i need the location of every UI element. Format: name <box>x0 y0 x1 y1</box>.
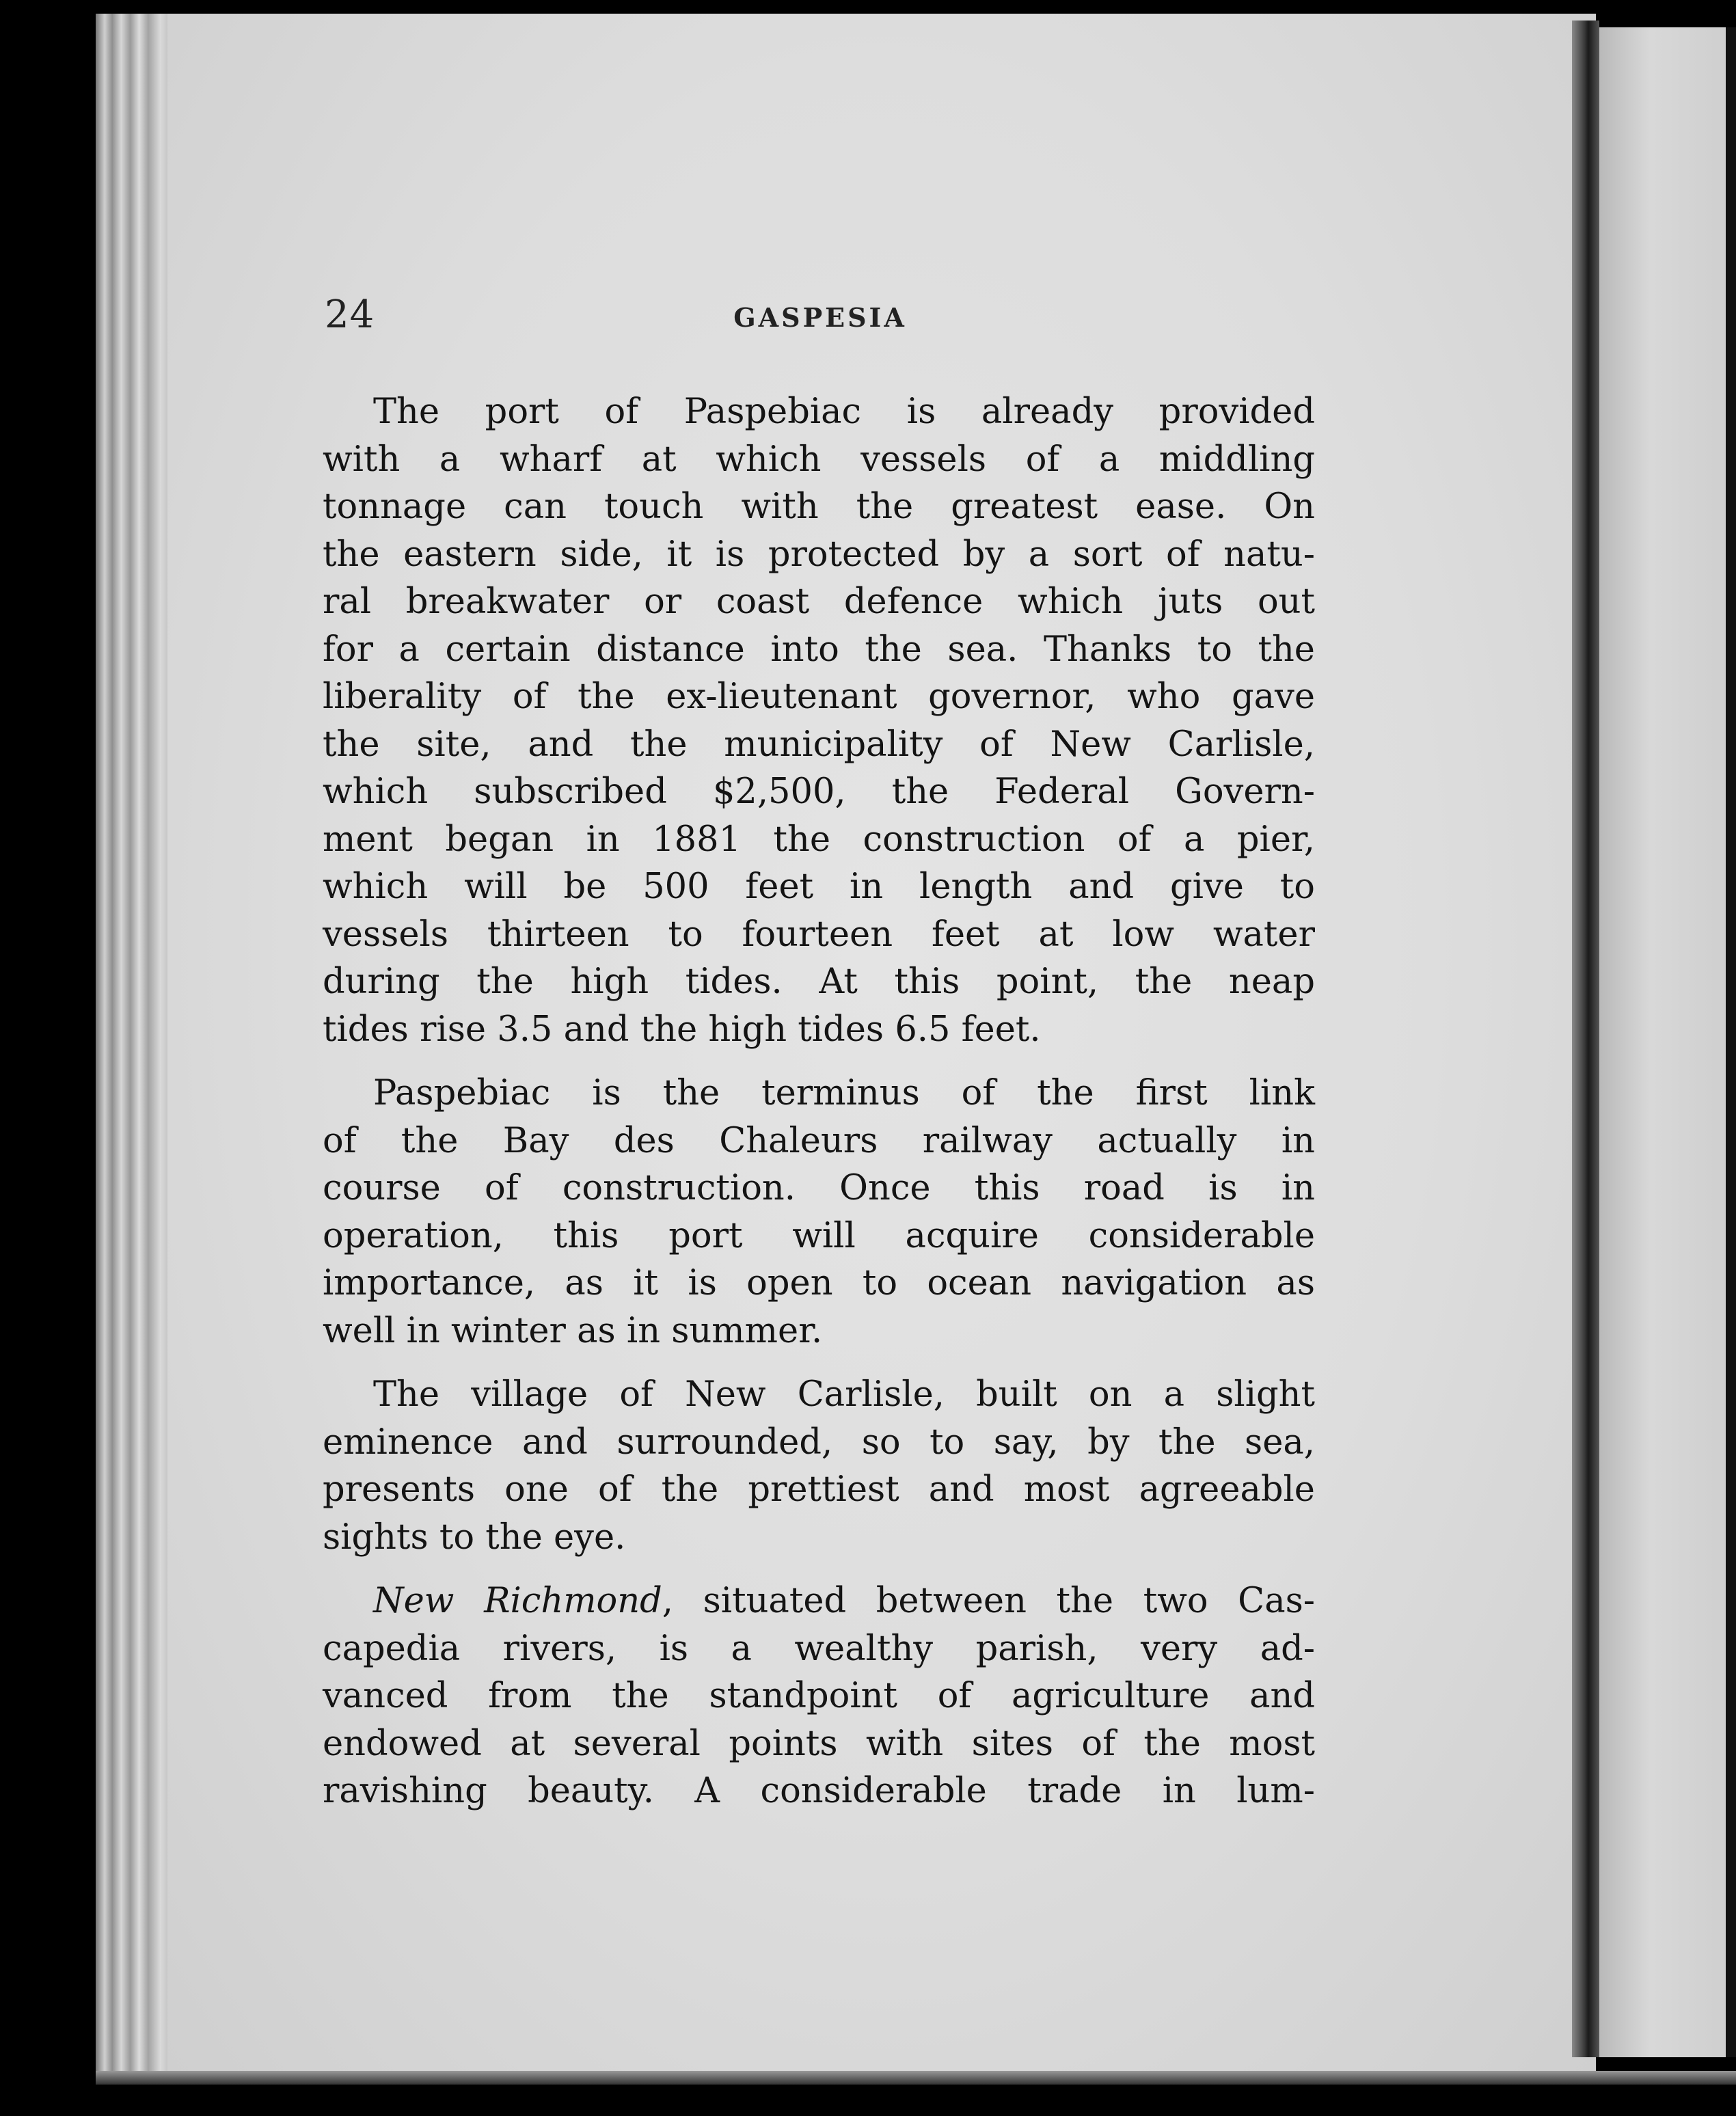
text-line: which subscribed $2,500, the Federal Govern- <box>323 772 1315 812</box>
text-line: Paspebiac is the terminus of the first link <box>373 1073 1315 1113</box>
text-line: vessels thirteen to fourteen feet at low water <box>323 914 1315 955</box>
text-line: ral breakwater or coast defence which juts out <box>323 582 1315 622</box>
paragraph <box>323 1371 1315 1561</box>
book-binding-edge <box>96 14 171 2071</box>
text-line: which will be 500 feet in length and give to <box>323 867 1315 907</box>
text-line: vanced from the standpoint of agriculture and <box>323 1676 1315 1716</box>
running-title: GASPESIA <box>733 302 907 333</box>
text-line: ravishing beauty. A considerable trade in lum- <box>323 1771 1315 1811</box>
italic-place-name: New Richmond <box>373 1581 662 1621</box>
text-line: presents one of the prettiest and most agreeable <box>323 1469 1315 1510</box>
text-line: tonnage can touch with the greatest ease. On <box>323 487 1315 527</box>
facing-page-edge <box>1599 27 1726 2057</box>
text-line: the eastern side, it is protected by a sort of natu- <box>323 534 1315 575</box>
text-line: operation, this port will acquire considerable <box>323 1215 1315 1256</box>
text-line: for a certain distance into the sea. Thanks to the <box>323 629 1315 670</box>
text-line <box>323 1577 1315 1625</box>
text-line: the site, and the municipality of New Carlisle, <box>323 724 1315 765</box>
text-line: The port of Paspebiac is already provided <box>373 392 1315 432</box>
page-header <box>325 293 1316 340</box>
text-line: capedia rivers, is a wealthy parish, very ad- <box>323 1628 1315 1669</box>
paragraph <box>323 1577 1315 1815</box>
text-line: eminence and surrounded, so to say, by the sea, <box>323 1422 1315 1463</box>
text-line: during the high tides. At this point, the neap <box>323 962 1315 1002</box>
paragraph <box>323 388 1315 1053</box>
text-line: well in winter as in summer. <box>323 1310 823 1351</box>
text-line: of the Bay des Chaleurs railway actually in <box>323 1120 1315 1161</box>
text-line: importance, as it is open to ocean navigation as <box>323 1263 1315 1303</box>
paragraph <box>323 1070 1315 1355</box>
text-line: with a wharf at which vessels of a middling <box>323 439 1315 480</box>
text-line: endowed at several points with sites of the most <box>323 1723 1315 1764</box>
page-number: 24 <box>325 293 375 337</box>
text-line: course of construction. Once this road is in <box>323 1168 1315 1208</box>
text-run: , situated between the two Cas- <box>662 1581 1316 1621</box>
body-text <box>323 388 1315 1832</box>
book-gutter <box>1572 21 1599 2057</box>
text-line: sights to the eye. <box>323 1517 626 1558</box>
scan-border-right <box>1726 27 1736 2057</box>
text-line: liberality of the ex-lieutenant governor, who gave <box>323 677 1315 717</box>
text-line: The village of New Carlisle, built on a slight <box>373 1374 1315 1415</box>
text-line: tides rise 3.5 and the high tides 6.5 feet. <box>323 1009 1041 1050</box>
text-line: ment began in 1881 the construction of a pier, <box>323 819 1315 860</box>
page-bottom-edge <box>96 2071 1736 2085</box>
